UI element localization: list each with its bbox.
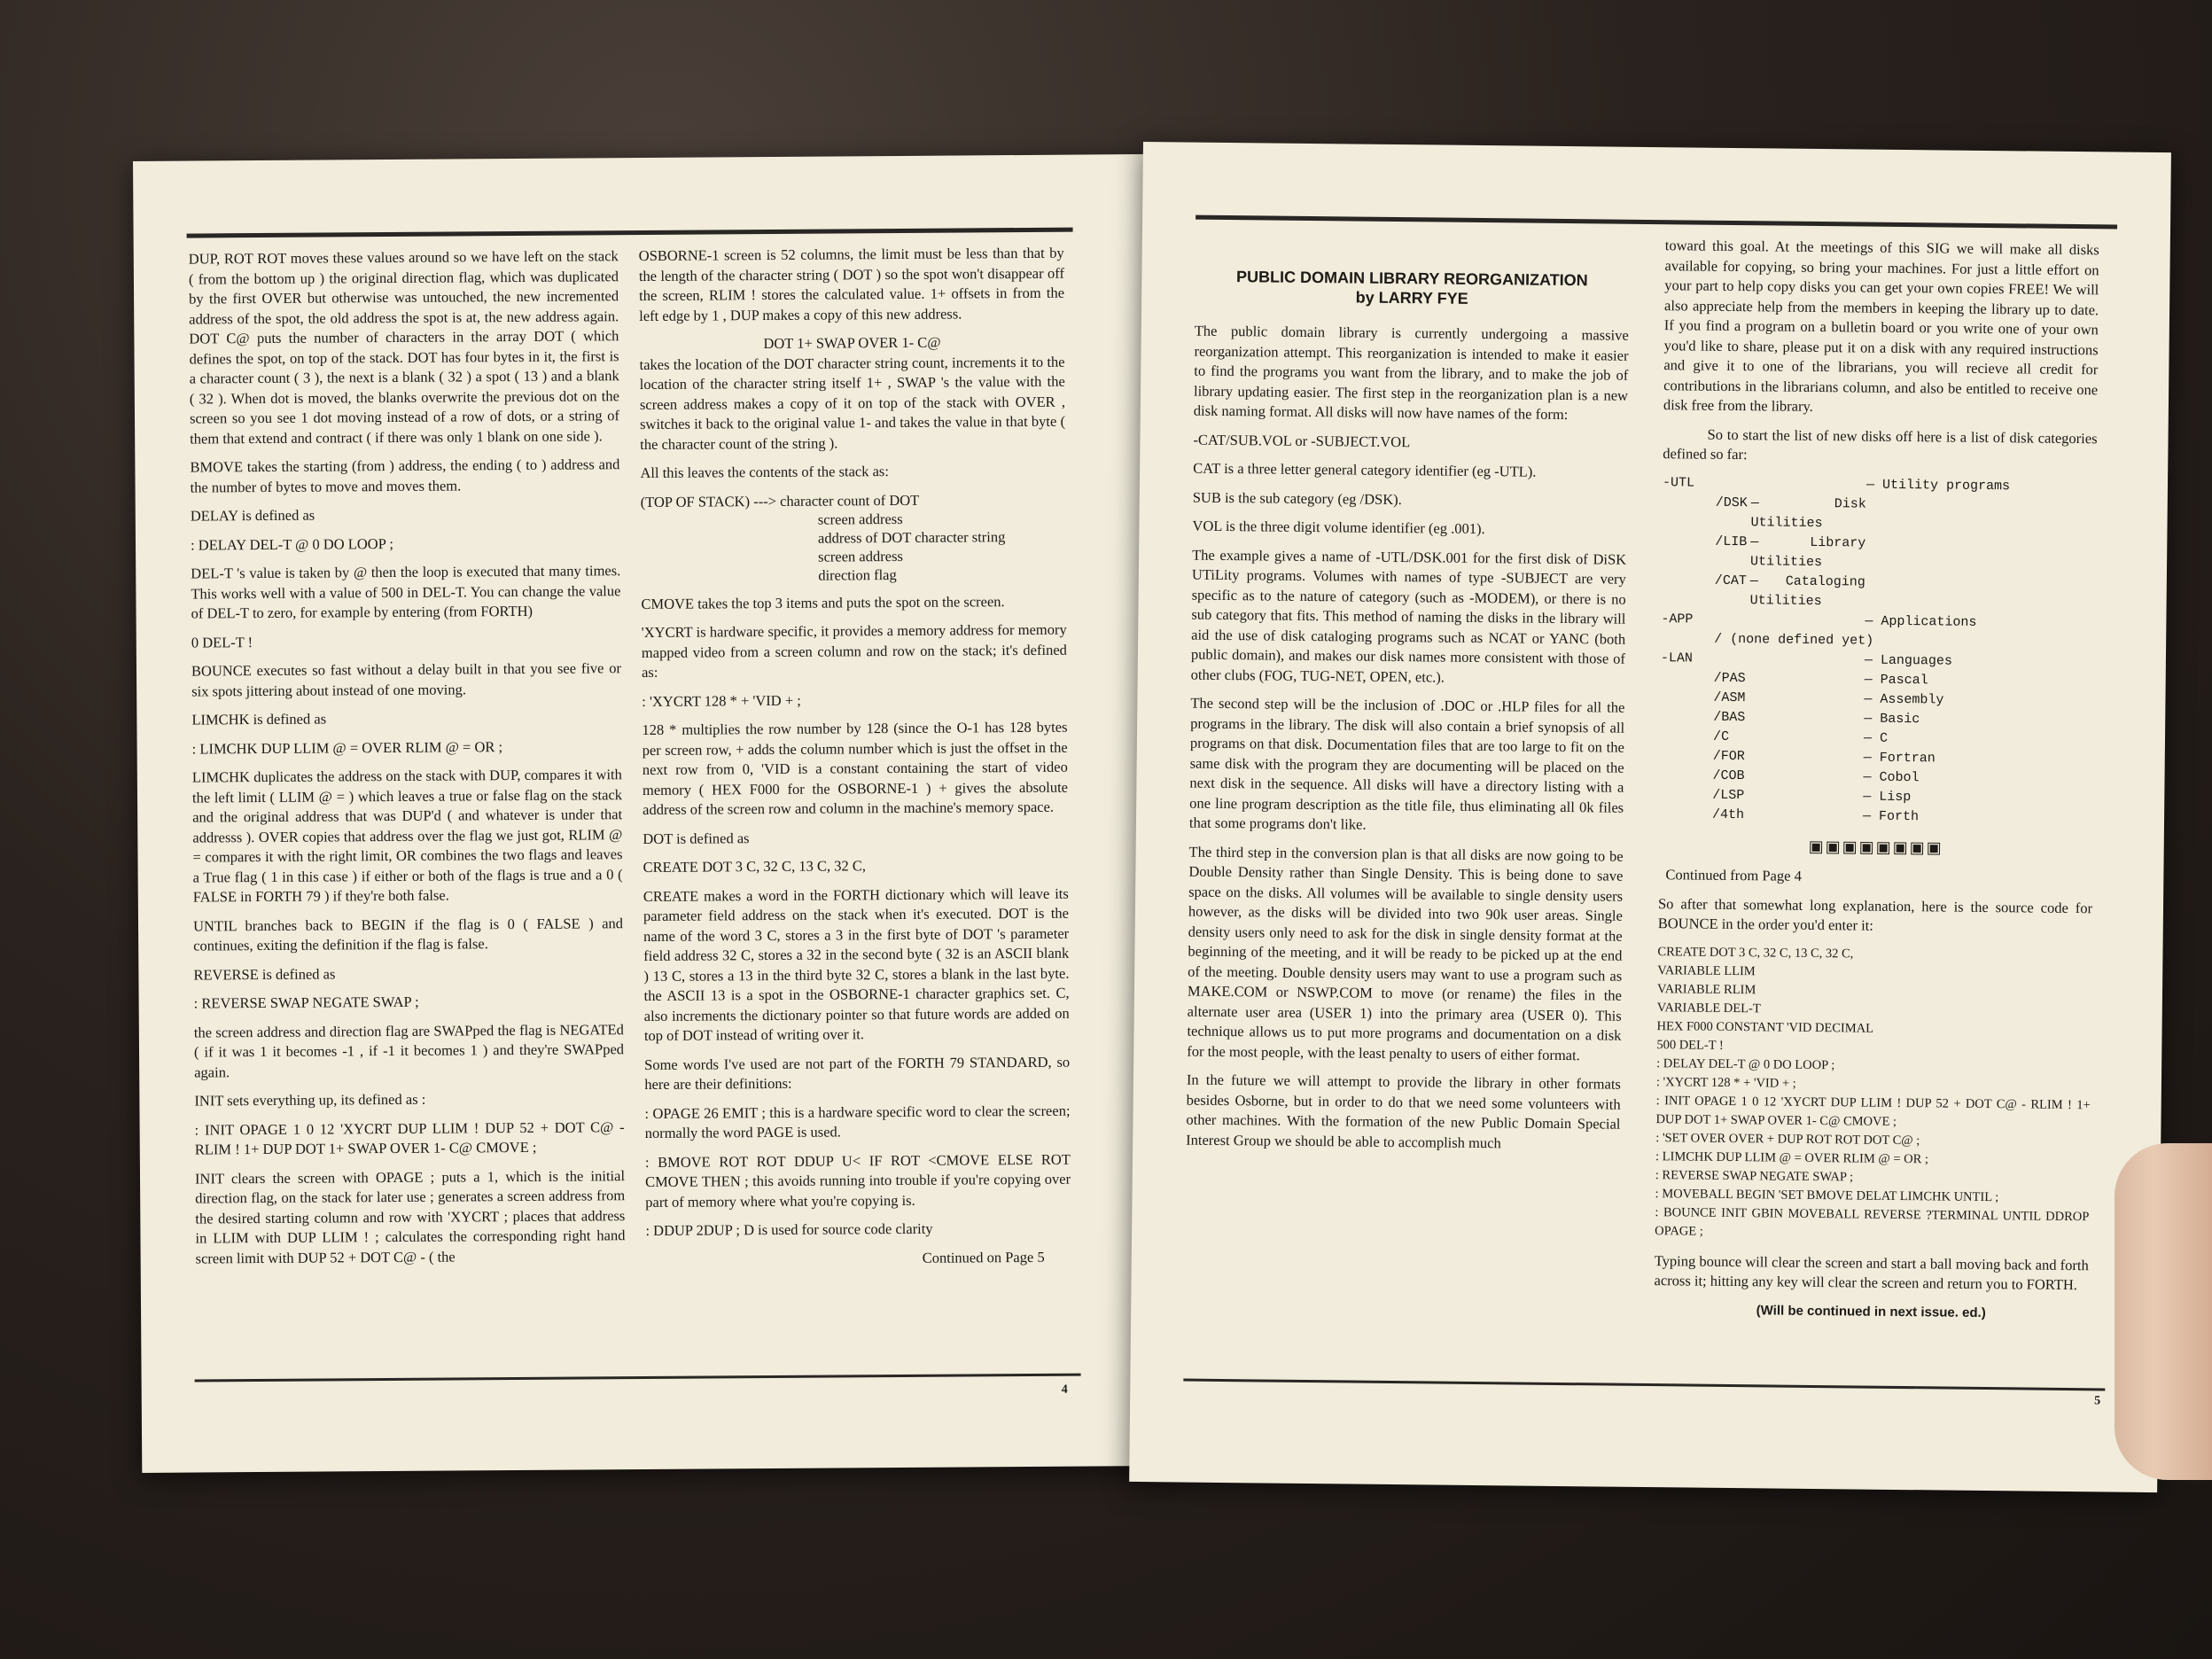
category-cell <box>1714 649 1749 668</box>
top-rule <box>1196 215 2117 230</box>
category-cell: -UTL <box>1662 474 1695 491</box>
paragraph: So after that somewhat long explanation, here is the source code for BOUNCE in the order you'd enter it: <box>1657 894 2093 934</box>
source-line: : 'SET OVER OVER + DUP ROT ROT DOT C@ ; <box>1655 1130 1920 1148</box>
category-cell: /ASM <box>1713 689 1746 705</box>
category-cell: /CAT <box>1714 572 1747 588</box>
category-cell: -LAN <box>1660 650 1694 666</box>
category-row <box>1659 805 2093 829</box>
top-rule <box>187 228 1073 238</box>
paragraph: In the future we will attempt to provide the library in other formats besides Osborne, but in order to do that we need some volunteers with other machines. With the formation of the new Public Domain Special Interest Group we should be able to accomplish much <box>1186 1071 1621 1151</box>
paragraph: : BMOVE ROT ROT DDUP U< IF ROT <CMOVE ELSE ROT CMOVE THEN ; this avoids running into trouble if you're copying over part of memory where what you're copying is. <box>644 1150 1071 1211</box>
category-row <box>1662 571 2096 614</box>
left-page-column-2 <box>639 244 1071 1270</box>
category-cell: /PAS <box>1713 670 1746 686</box>
category-cell <box>1660 688 1713 708</box>
category-cell: — Utility programs <box>1865 477 2011 494</box>
paragraph: Typing bounce will clear the screen and start a ball moving back and forth across it; hitting any key will clear the screen and return you to FORTH. <box>1654 1251 2089 1294</box>
page-number: 4 <box>1061 1382 1068 1397</box>
paragraph: INIT clears the screen with OPAGE ; puts a 1, which is the initial direction flag, on the stack for later use ; generates a screen address from the desired starting column and row with 'XYCRT ; places that address in LLIM with DUP LLIM ! ; calculates the corresponding right hand screen limit with DUP 52 + DOT C@ - ( the <box>194 1166 626 1267</box>
source-line: VARIABLE DEL-T <box>1656 1000 1761 1016</box>
paragraph: : LIMCHK DUP LLIM @ = OVER RLIM @ = OR ; <box>191 737 503 758</box>
right-page-column-2 <box>1654 236 2099 1324</box>
category-cell <box>1749 611 1865 631</box>
category-cell: /BAS <box>1713 709 1746 725</box>
category-cell <box>1749 708 1864 728</box>
paragraph: VOL is the three digit volume identifier (eg .001). <box>1192 517 1485 538</box>
category-cell <box>1748 806 1863 826</box>
paragraph: : REVERSE SWAP NEGATE SWAP ; <box>193 993 419 1012</box>
paragraph: REVERSE is defined as <box>193 964 336 984</box>
paragraph: DELAY is defined as <box>190 506 315 525</box>
category-cell: — Disk Utilities <box>1750 495 1866 531</box>
category-cell: — Lisp <box>1863 789 1912 805</box>
category-cell: /4th <box>1712 806 1745 822</box>
paragraph: So to start the list of new disks off here is a list of disk categories defined so far: <box>1663 425 2098 463</box>
paragraph: 128 * multiplies the row number by 128 (since the O-1 has 128 bytes per screen row, + adds the column number which is just the offset in the next row from 0, 'VID is a constant containing the start of video memory ( HEX F000 for the OSBORNE-1 ) + gives the absolute address of the screen row and column in the machine's memory space. <box>642 718 1069 819</box>
source-code <box>1655 943 2091 1245</box>
paragraph: : DDUP 2DUP ; D is used for source code clarity <box>645 1219 933 1239</box>
category-list <box>1659 473 2097 829</box>
left-page <box>133 154 1157 1473</box>
paragraph: : OPAGE 26 EMIT ; this is a hardware specific word to clear the screen; normally the word PAGE is used. <box>644 1102 1071 1141</box>
paragraph: The example gives a name of -UTL/DSK.001 for the first disk of DiSK UTiLity programs. Volumes with names of type -SUBJECT are very specific as to the nature of category (such as -MODEM), or there is no sub category that fits. This method of naming the disks in the library will aid the use of disk cataloging programs such as NCAT or YANC (both public domain), and makes our disk names more consistent with those of other clubs (FOG, TUG-NET, OPEN, etc.). <box>1190 546 1627 686</box>
category-cell <box>1865 534 2131 575</box>
category-cell: /COB <box>1712 767 1745 783</box>
stack-diagram <box>641 489 1067 585</box>
paragraph: DEL-T 's value is taken by @ then the loop is executed that many times. This works well with a value of 500 in DEL-T. You can change the value of DEL-T to zero, for example by entering (from FORTH) <box>191 562 621 622</box>
category-cell <box>1748 767 1863 787</box>
category-cell <box>1751 474 1866 495</box>
source-line: : LIMCHK DUP LLIM @ = OVER RLIM @ = OR ; <box>1655 1149 1929 1166</box>
left-page-column-1 <box>189 246 626 1277</box>
hand <box>2115 1143 2212 1480</box>
category-cell: /DSK <box>1715 495 1748 510</box>
article-title: PUBLIC DOMAIN LIBRARY REORGANIZATION <box>1235 268 1588 290</box>
paragraph: All this leaves the contents of the stack as: <box>640 463 889 482</box>
category-cell: /C <box>1712 728 1730 744</box>
paragraph: Some words I've used are not part of the FORTH 79 STANDARD, so here are their definitions: <box>644 1053 1071 1093</box>
paragraph: -CAT/SUB.VOL or -SUBJECT.VOL <box>1193 431 1411 450</box>
ornament: ▣▣▣▣▣▣▣▣ <box>1808 837 1943 856</box>
paragraph: LIMCHK is defined as <box>191 710 327 728</box>
page-number: 5 <box>2094 1394 2101 1408</box>
category-cell: /LSP <box>1712 787 1745 803</box>
category-cell <box>1660 746 1713 767</box>
category-cell: — Library Utilities <box>1749 534 1866 570</box>
paragraph: CAT is a three letter general category identifier (eg -UTL). <box>1193 459 1537 480</box>
category-cell: — Pascal <box>1864 672 1928 688</box>
category-cell: — Basic <box>1864 711 1920 727</box>
stack-item: screen address <box>817 510 903 528</box>
paragraph: 'XYCRT is hardware specific, it provides a memory address for memory mapped video from a screen column and row on the stack; it's defined as: <box>641 620 1067 682</box>
stack-item: address of DOT character string <box>817 527 1006 547</box>
category-cell: — C <box>1863 730 1889 746</box>
category-cell <box>1659 805 1712 825</box>
paragraph: SUB is the sub category (eg /DSK). <box>1192 488 1402 508</box>
source-line: : BOUNCE INIT GBIN MOVEBALL REVERSE ?TERMINAL UNTIL DDROP OPAGE ; <box>1655 1204 2090 1239</box>
category-cell: / (none defined yet) <box>1714 631 1874 649</box>
category-cell <box>1865 572 2130 614</box>
source-line: 500 DEL-T ! <box>1656 1037 1724 1053</box>
category-cell: — Languages <box>1864 652 1953 669</box>
category-cell: — Cobol <box>1863 769 1920 785</box>
paragraph: UNTIL branches back to BEGIN if the flag is 0 ( FALSE ) and continues, exiting the definition if the flag is false. <box>192 914 624 954</box>
source-line: HEX F000 CONSTANT 'VID DECIMAL <box>1656 1018 1874 1036</box>
stack-item: screen address <box>818 547 903 565</box>
source-line: VARIABLE LLIM <box>1657 962 1756 978</box>
paragraph: BOUNCE executes so fast without a delay built in that you see five or six spots jittering about instead of one moving. <box>191 659 622 700</box>
category-row <box>1662 532 2096 575</box>
paragraph: : INIT OPAGE 1 0 12 'XYCRT DUP LLIM ! DUP 52 + DOT C@ - RLIM ! 1+ DUP DOT 1+ SWAP OVER 1- C@ CMOVE ; <box>194 1118 625 1158</box>
category-cell <box>1662 571 1715 611</box>
paragraph: the screen address and direction flag are SWAPped the flag is NEGATEd ( if it was 1 it becomes -1 , if -1 it becomes 1 ) and they're SWAPped again. <box>193 1020 625 1081</box>
category-cell: — Cataloging Utilities <box>1749 572 1865 609</box>
source-line: : 'XYCRT 128 * + 'VID + ; <box>1655 1074 1796 1091</box>
category-cell <box>1660 727 1713 747</box>
paragraph: 0 DEL-T ! <box>191 633 253 651</box>
category-row <box>1662 493 2096 536</box>
article-byline: by LARRY FYE <box>1355 288 1468 308</box>
category-cell <box>1748 786 1863 806</box>
category-cell: -APP <box>1661 611 1694 627</box>
paragraph: The third step in the conversion plan is that all disks are now going to be Double Density rather than Single Density. This is being done to save space on the disks. All volumes will be available to single density users however, as the disks will be divided into two 90k user areas. Single density users only need to ask for the disk in single density format at the beginning of the meeting, and it will be ready to be picked up at the end of the meeting. Double density users may want to use a program such as MAKE.COM or NSWP.COM to move (or rename) the files in the alternate user area (USER 1) into the primary area (USER 0). This technique allows us to put more programs and documentation on a disk for the most people, with the least penalty to users of either format. <box>1187 843 1624 1063</box>
category-cell <box>1662 532 1715 572</box>
source-line: : MOVEBALL BEGIN 'SET BMOVE DELAT LIMCHK UNTIL ; <box>1655 1186 1999 1204</box>
paragraph: BMOVE takes the starting (from ) address, the ending ( to ) address and the number of bytes to move and moves them. <box>190 456 620 496</box>
category-cell: — Assembly <box>1864 691 1944 707</box>
category-cell <box>1749 650 1865 670</box>
bottom-rule <box>1183 1379 2105 1391</box>
paragraph: The second step will be the inclusion of .DOC or .HLP files for all the programs in the library. The disk will also contain a brief synopsis of all programs on that disk. Documentation files that are too large to fit on the same disk with the program they are documenting will be placed on the next disk in the sequence. All disks will have a directory listing with a one line program description as the title file, thus eliminating all 0k files that some programs don't like. <box>1188 694 1625 833</box>
category-cell <box>1662 493 1715 533</box>
paragraph: OSBORNE-1 screen is 52 columns, the limit must be less than that by the length of the character string ( DOT ) so the spot won't disappear off the screen, RLIM ! stores the calculated value. 1+ offsets in from the left edge by 1 , DUP makes a copy of this new address. <box>638 244 1065 324</box>
category-cell <box>1749 728 1864 748</box>
source-line: CREATE DOT 3 C, 32 C, 13 C, 32 C, <box>1657 944 1854 961</box>
paragraph: toward this goal. At the meetings of this SIG we will make all disks available for copying, so bring your machines. For just a little effort on your part to help copy disks you can get your own copies FREE! We will also appreciate help from the members in keeping the library up to date. If you find a program on a bulletin board or you write one of your own you'd like to share, please put it on a disk with any required instructions and give it to one of the librarians, you will recieve all credit for contributions in the librarians column, and also be entitled to receive one disk free from the library. <box>1663 237 2099 415</box>
paragraph: CREATE makes a word in the FORTH dictionary which will leave its parameter field address on the stack when it's executed. DOT is the name of the word 3 C, stores a 3 in the first byte of DOT 's parameter field address 32 C, stores a 32 in the second byte ( 32 is an ASCII blank ) 13 C, stores a 13 in the third byte 32 C, stores a blank in the last byte. the ASCII 13 is a spot in the OSBORNE-1 character graphics set. C, also increments the dictionary pointer so that future words are added on top of DOT instead of writing over it. <box>643 884 1070 1044</box>
category-cell <box>1714 610 1749 629</box>
stack-item: direction flag <box>818 565 897 584</box>
paragraph: LIMCHK duplicates the address on the stack with DUP, compares it with the left limit ( LLIM @ = ) which leaves a true or false flag on the stack and the original address that was DUP'd ( and whatever is under that addresss ). OVER copies that address over the flag we just got, RLIM @ = compares it with the right limit, OR combines the two flags and leaves a True flag ( 1 in this case ) if either or both of the flags is true and a 0 ( FALSE in FORTH 79 ) if they're both false. <box>191 766 623 906</box>
category-cell <box>1659 766 1712 786</box>
paragraph: : 'XYCRT 128 * + 'VID + ; <box>642 691 801 710</box>
category-cell <box>1660 707 1713 728</box>
category-cell <box>1749 669 1865 689</box>
paragraph: DOT is defined as <box>643 829 750 847</box>
continued-note: Continued on Page 5 <box>922 1248 1045 1266</box>
category-cell: — Forth <box>1862 808 1920 824</box>
category-cell <box>1749 689 1864 709</box>
source-line: VARIABLE RLIM <box>1656 981 1756 997</box>
category-cell: /FOR <box>1712 748 1745 764</box>
category-cell <box>1716 473 1751 493</box>
paragraph: INIT sets everything up, its defined as : <box>194 1090 426 1110</box>
paragraph: DUP, ROT ROT moves these values around so we have left on the stack ( from the bottom up ) the original direction flag, which was duplicated by the first OVER but otherwise was untouched, the new incremented address of the spot, the old address the spot is at, the new address again. DOT C@ puts the number of characters in the array DOT ( which defines the spot, on top of the stack. DOT has four bytes in it, the first is a character count ( 3 ), the next is a blank ( 32 ) a spot ( 13 ) and a blank ( 32 ). When dot is moved, the blanks overwrite the previous dot on the screen so you see 1 dot moving instead of a row of dots, or a string of them that extend and contract ( if there was only 1 blank on one side ). <box>188 247 620 448</box>
right-page <box>1129 142 2171 1492</box>
category-cell: — Applications <box>1865 613 1977 630</box>
category-cell <box>1659 785 1712 806</box>
source-line: : INIT OPAGE 1 0 12 'XYCRT DUP LLIM ! DUP 52 + DOT C@ - RLIM ! 1+ DUP DOT 1+ SWAP OVER 1- C@ CMOVE ; <box>1655 1093 2091 1129</box>
editor-note: (Will be continued in next issue. ed.) <box>1756 1302 1986 1320</box>
source-line: : DELAY DEL-T @ 0 DO LOOP ; <box>1656 1055 1835 1072</box>
source-line: : REVERSE SWAP NEGATE SWAP ; <box>1655 1167 1854 1184</box>
paragraph: takes the location of the DOT character string count, increments it to the location of the character string itself 1+ , SWAP 's the value with the screen address makes a copy of it on top of the stack with OVER , switches it back to the original value 1- and takes the value in that byte ( the character count of the string ). <box>639 353 1066 453</box>
category-cell <box>1749 747 1864 767</box>
code-line: DOT 1+ SWAP OVER 1- C@ <box>763 333 941 353</box>
bottom-rule <box>195 1374 1081 1382</box>
category-cell <box>1661 629 1714 650</box>
paragraph: The public domain library is currently undergoing a massive reorganization attempt. This reorganization is intended to make it easier to find the programs you want from the library, and to make the job of library updating easier. The first step in the reorganization plan is a new disk naming format. All disks will now have names of the form: <box>1193 322 1629 424</box>
continued-from: Continued from Page 4 <box>1665 866 1802 884</box>
category-cell: — Fortran <box>1863 750 1936 766</box>
right-page-column-1 <box>1186 267 1630 1164</box>
category-cell: /LIB <box>1715 534 1748 549</box>
paragraph: CMOVE takes the top 3 items and puts the spot on the screen. <box>641 592 1005 612</box>
paragraph: CREATE DOT 3 C, 32 C, 13 C, 32 C, <box>643 857 866 876</box>
paragraph: : DELAY DEL-T @ 0 DO LOOP ; <box>190 534 394 554</box>
category-cell <box>1865 495 2131 536</box>
category-cell <box>1661 668 1714 689</box>
stack-head: (TOP OF STACK) ---> character count of DOT <box>640 491 920 510</box>
